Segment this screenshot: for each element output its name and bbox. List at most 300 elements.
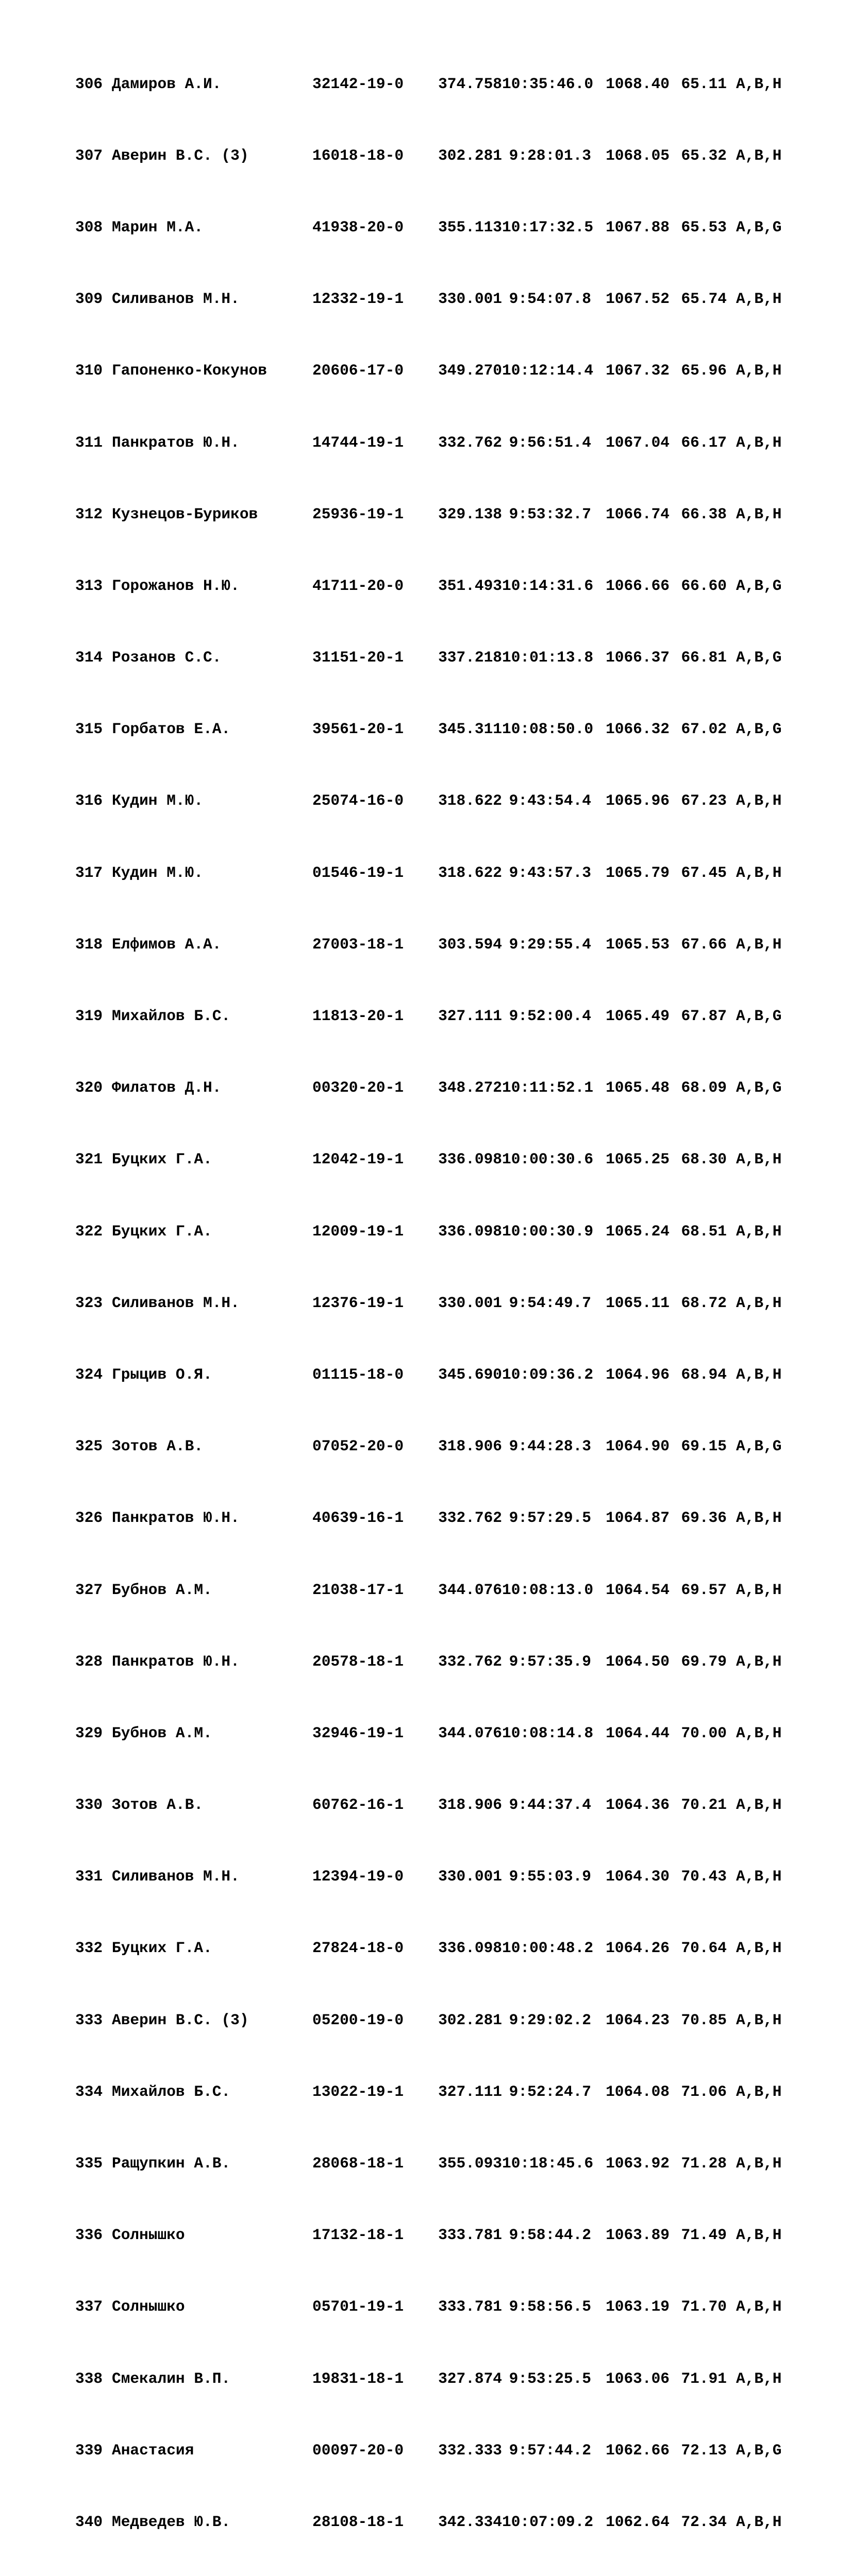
flags-cell: A,B,H (736, 2011, 782, 2029)
coefficient-cell: 69.36 (681, 1509, 727, 1527)
distance-cell: 342.334 (438, 2513, 502, 2531)
speed-cell: 1062.64 (606, 2513, 670, 2531)
distance-cell: 337.218 (438, 649, 502, 667)
table-row (75, 290, 793, 308)
table-row (75, 649, 793, 667)
distance-cell: 332.762 (438, 1652, 502, 1670)
ring-number-cell: 00320-20-1 (312, 1079, 404, 1097)
coefficient-cell: 66.81 (681, 649, 727, 667)
coefficient-cell: 71.06 (681, 2082, 727, 2100)
distance-cell: 327.874 (438, 2369, 502, 2387)
distance-cell: 302.281 (438, 2011, 502, 2029)
ring-number-cell: 01115-18-0 (312, 1365, 404, 1383)
ring-number-cell: 20578-18-1 (312, 1652, 404, 1670)
ring-number-cell: 39561-20-1 (312, 720, 404, 738)
table-row (75, 2083, 793, 2101)
speed-cell: 1065.24 (606, 1222, 670, 1240)
distance-cell: 336.098 (438, 1222, 502, 1240)
flags-cell: A,B,H (736, 1939, 782, 1957)
arrival-time-cell: 9:52:24.7 (509, 2082, 591, 2100)
flags-cell: A,B,H (736, 1509, 782, 1527)
ring-number-cell: 28068-18-1 (312, 2155, 404, 2173)
speed-cell: 1065.79 (606, 863, 670, 882)
table-row (75, 2011, 793, 2029)
fancier-name-cell: Дамиров А.И. (112, 75, 222, 93)
distance-cell: 336.098 (438, 1939, 502, 1957)
ring-number-cell: 25936-19-1 (312, 505, 404, 523)
rank-cell: 330 (75, 1796, 103, 1814)
flags-cell: A,B,H (736, 1294, 782, 1312)
coefficient-cell: 67.66 (681, 935, 727, 953)
coefficient-cell: 69.15 (681, 1437, 727, 1455)
coefficient-cell: 65.32 (681, 146, 727, 164)
flags-cell: A,B,G (736, 1437, 782, 1455)
speed-cell: 1067.32 (606, 362, 670, 380)
flags-cell: A,B,H (736, 2226, 782, 2244)
flags-cell: A,B,H (736, 863, 782, 882)
ring-number-cell: 27824-18-0 (312, 1939, 404, 1957)
distance-cell: 345.690 (438, 1365, 502, 1383)
coefficient-cell: 68.72 (681, 1294, 727, 1312)
rank-cell: 336 (75, 2226, 103, 2244)
rank-cell: 306 (75, 75, 103, 93)
ring-number-cell: 40639-16-1 (312, 1509, 404, 1527)
fancier-name-cell: Аверин В.С. (3) (112, 146, 249, 164)
table-row (75, 1653, 793, 1671)
arrival-time-cell: 10:12:14.4 (502, 362, 594, 380)
ring-number-cell: 60762-16-1 (312, 1796, 404, 1814)
speed-cell: 1064.54 (606, 1581, 670, 1599)
flags-cell: A,B,G (736, 649, 782, 667)
coefficient-cell: 70.85 (681, 2011, 727, 2029)
fancier-name-cell: Грыцив О.Я. (112, 1365, 212, 1383)
distance-cell: 351.493 (438, 577, 502, 595)
table-row (75, 434, 793, 452)
table-row (75, 147, 793, 165)
rank-cell: 322 (75, 1222, 103, 1240)
speed-cell: 1063.92 (606, 2155, 670, 2173)
arrival-time-cell: 10:00:48.2 (502, 1939, 594, 1957)
arrival-time-cell: 9:43:57.3 (509, 863, 591, 882)
flags-cell: A,B,G (736, 577, 782, 595)
coefficient-cell: 67.45 (681, 863, 727, 882)
ring-number-cell: 25074-16-0 (312, 792, 404, 810)
arrival-time-cell: 10:18:45.6 (502, 2155, 594, 2173)
rank-cell: 340 (75, 2513, 103, 2531)
distance-cell: 318.906 (438, 1437, 502, 1455)
speed-cell: 1066.32 (606, 720, 670, 738)
distance-cell: 332.762 (438, 433, 502, 451)
fancier-name-cell: Зотов А.В. (112, 1796, 204, 1814)
coefficient-cell: 71.70 (681, 2298, 727, 2316)
fancier-name-cell: Панкратов Ю.Н. (112, 1509, 240, 1527)
flags-cell: A,B,H (736, 1150, 782, 1168)
table-row (75, 2370, 793, 2388)
ring-number-cell: 41938-20-0 (312, 218, 404, 236)
distance-cell: 344.076 (438, 1581, 502, 1599)
rank-cell: 338 (75, 2369, 103, 2387)
coefficient-cell: 69.57 (681, 1581, 727, 1599)
speed-cell: 1066.66 (606, 577, 670, 595)
arrival-time-cell: 9:44:28.3 (509, 1437, 591, 1455)
coefficient-cell: 71.28 (681, 2155, 727, 2173)
distance-cell: 332.333 (438, 2441, 502, 2459)
rank-cell: 329 (75, 1724, 103, 1742)
arrival-time-cell: 9:43:54.4 (509, 792, 591, 810)
arrival-time-cell: 9:53:32.7 (509, 505, 591, 523)
rank-cell: 309 (75, 290, 103, 308)
speed-cell: 1064.90 (606, 1437, 670, 1455)
coefficient-cell: 72.13 (681, 2441, 727, 2459)
coefficient-cell: 67.23 (681, 792, 727, 810)
flags-cell: A,B,H (736, 362, 782, 380)
flags-cell: A,B,H (736, 1581, 782, 1599)
table-row (75, 362, 793, 380)
distance-cell: 330.001 (438, 1868, 502, 1886)
rank-cell: 326 (75, 1509, 103, 1527)
rank-cell: 318 (75, 935, 103, 953)
flags-cell: A,B,H (736, 505, 782, 523)
coefficient-cell: 72.34 (681, 2513, 727, 2531)
flags-cell: A,B,H (736, 1868, 782, 1886)
ring-number-cell: 05701-19-1 (312, 2298, 404, 2316)
ring-number-cell: 12332-19-1 (312, 290, 404, 308)
ring-number-cell: 32142-19-0 (312, 75, 404, 93)
table-row (75, 1079, 793, 1097)
speed-cell: 1065.96 (606, 792, 670, 810)
coefficient-cell: 69.79 (681, 1652, 727, 1670)
table-row (75, 1724, 793, 1742)
arrival-time-cell: 9:57:29.5 (509, 1509, 591, 1527)
rank-cell: 313 (75, 577, 103, 595)
arrival-time-cell: 10:08:13.0 (502, 1581, 594, 1599)
coefficient-cell: 70.21 (681, 1796, 727, 1814)
rank-cell: 327 (75, 1581, 103, 1599)
rank-cell: 307 (75, 146, 103, 164)
distance-cell: 318.906 (438, 1796, 502, 1814)
table-row (75, 864, 793, 882)
flags-cell: A,B,G (736, 2441, 782, 2459)
rank-cell: 315 (75, 720, 103, 738)
table-row (75, 1868, 793, 1886)
rank-cell: 335 (75, 2155, 103, 2173)
speed-cell: 1067.88 (606, 218, 670, 236)
ring-number-cell: 12042-19-1 (312, 1150, 404, 1168)
speed-cell: 1064.50 (606, 1652, 670, 1670)
fancier-name-cell: Михайлов Б.С. (112, 1007, 231, 1025)
arrival-time-cell: 10:08:50.0 (502, 720, 594, 738)
coefficient-cell: 70.43 (681, 1868, 727, 1886)
rank-cell: 310 (75, 362, 103, 380)
coefficient-cell: 71.49 (681, 2226, 727, 2244)
distance-cell: 330.001 (438, 290, 502, 308)
flags-cell: A,B,H (736, 433, 782, 451)
arrival-time-cell: 9:54:49.7 (509, 1294, 591, 1312)
fancier-name-cell: Силиванов М.Н. (112, 1294, 240, 1312)
ring-number-cell: 12009-19-1 (312, 1222, 404, 1240)
arrival-time-cell: 10:00:30.9 (502, 1222, 594, 1240)
coefficient-cell: 67.87 (681, 1007, 727, 1025)
table-row (75, 2442, 793, 2460)
fancier-name-cell: Филатов Д.Н. (112, 1079, 222, 1097)
speed-cell: 1067.52 (606, 290, 670, 308)
rank-cell: 314 (75, 649, 103, 667)
rank-cell: 319 (75, 1007, 103, 1025)
coefficient-cell: 68.30 (681, 1150, 727, 1168)
flags-cell: A,B,H (736, 935, 782, 953)
table-row (75, 505, 793, 523)
ring-number-cell: 19831-18-1 (312, 2369, 404, 2387)
arrival-time-cell: 10:14:31.6 (502, 577, 594, 595)
distance-cell: 329.138 (438, 505, 502, 523)
distance-cell: 348.272 (438, 1079, 502, 1097)
ring-number-cell: 01546-19-1 (312, 863, 404, 882)
arrival-time-cell: 9:28:01.3 (509, 146, 591, 164)
arrival-time-cell: 10:17:32.5 (502, 218, 594, 236)
distance-cell: 327.111 (438, 1007, 502, 1025)
arrival-time-cell: 9:55:03.9 (509, 1868, 591, 1886)
fancier-name-cell: Смекалин В.П. (112, 2369, 231, 2387)
speed-cell: 1066.74 (606, 505, 670, 523)
flags-cell: A,B,H (736, 1222, 782, 1240)
arrival-time-cell: 10:00:30.6 (502, 1150, 594, 1168)
table-row (75, 1150, 793, 1168)
rank-cell: 323 (75, 1294, 103, 1312)
distance-cell: 336.098 (438, 1150, 502, 1168)
speed-cell: 1065.25 (606, 1150, 670, 1168)
coefficient-cell: 65.53 (681, 218, 727, 236)
ring-number-cell: 20606-17-0 (312, 362, 404, 380)
flags-cell: A,B,G (736, 218, 782, 236)
flags-cell: A,B,G (736, 1079, 782, 1097)
arrival-time-cell: 9:44:37.4 (509, 1796, 591, 1814)
flags-cell: A,B,H (736, 792, 782, 810)
ring-number-cell: 32946-19-1 (312, 1724, 404, 1742)
rank-cell: 308 (75, 218, 103, 236)
fancier-name-cell: Аверин В.С. (3) (112, 2011, 249, 2029)
coefficient-cell: 65.11 (681, 75, 727, 93)
flags-cell: A,B,H (736, 2513, 782, 2531)
rank-cell: 324 (75, 1365, 103, 1383)
arrival-time-cell: 9:58:44.2 (509, 2226, 591, 2244)
speed-cell: 1064.36 (606, 1796, 670, 1814)
ring-number-cell: 21038-17-1 (312, 1581, 404, 1599)
coefficient-cell: 68.09 (681, 1079, 727, 1097)
fancier-name-cell: Розанов С.С. (112, 649, 222, 667)
distance-cell: 355.113 (438, 218, 502, 236)
table-row (75, 577, 793, 595)
fancier-name-cell: Зотов А.В. (112, 1437, 204, 1455)
coefficient-cell: 65.74 (681, 290, 727, 308)
distance-cell: 333.781 (438, 2298, 502, 2316)
distance-cell: 332.762 (438, 1509, 502, 1527)
fancier-name-cell: Гапоненко-Кокунов (112, 362, 267, 380)
table-row (75, 792, 793, 810)
fancier-name-cell: Горбатов Е.А. (112, 720, 231, 738)
coefficient-cell: 71.91 (681, 2369, 727, 2387)
rank-cell: 331 (75, 1868, 103, 1886)
flags-cell: A,B,H (736, 1724, 782, 1742)
fancier-name-cell: Буцких Г.А. (112, 1150, 212, 1168)
fancier-name-cell: Солнышко (112, 2298, 185, 2316)
distance-cell: 327.111 (438, 2082, 502, 2100)
fancier-name-cell: Бубнов А.М. (112, 1581, 212, 1599)
arrival-time-cell: 10:07:09.2 (502, 2513, 594, 2531)
arrival-time-cell: 9:29:55.4 (509, 935, 591, 953)
coefficient-cell: 68.51 (681, 1222, 727, 1240)
flags-cell: A,B,H (736, 2155, 782, 2173)
results-table (75, 39, 793, 2576)
rank-cell: 312 (75, 505, 103, 523)
rank-cell: 332 (75, 1939, 103, 1957)
table-row (75, 1509, 793, 1527)
ring-number-cell: 11813-20-1 (312, 1007, 404, 1025)
fancier-name-cell: Силиванов М.Н. (112, 290, 240, 308)
coefficient-cell: 70.00 (681, 1724, 727, 1742)
flags-cell: A,B,H (736, 1652, 782, 1670)
coefficient-cell: 68.94 (681, 1365, 727, 1383)
speed-cell: 1065.49 (606, 1007, 670, 1025)
rank-cell: 339 (75, 2441, 103, 2459)
arrival-time-cell: 10:01:13.8 (502, 649, 594, 667)
ring-number-cell: 05200-19-0 (312, 2011, 404, 2029)
distance-cell: 318.622 (438, 792, 502, 810)
coefficient-cell: 67.02 (681, 720, 727, 738)
table-row (75, 75, 793, 93)
coefficient-cell: 66.38 (681, 505, 727, 523)
distance-cell: 355.093 (438, 2155, 502, 2173)
arrival-time-cell: 9:29:02.2 (509, 2011, 591, 2029)
arrival-time-cell: 10:08:14.8 (502, 1724, 594, 1742)
flags-cell: A,B,H (736, 1796, 782, 1814)
ring-number-cell: 28108-18-1 (312, 2513, 404, 2531)
rank-cell: 325 (75, 1437, 103, 1455)
distance-cell: 374.758 (438, 75, 502, 93)
speed-cell: 1066.37 (606, 649, 670, 667)
rank-cell: 317 (75, 863, 103, 882)
speed-cell: 1068.40 (606, 75, 670, 93)
table-row (75, 2513, 793, 2531)
arrival-time-cell: 10:11:52.1 (502, 1079, 594, 1097)
rank-cell: 328 (75, 1652, 103, 1670)
ring-number-cell: 12394-19-0 (312, 1868, 404, 1886)
speed-cell: 1062.66 (606, 2441, 670, 2459)
coefficient-cell: 65.96 (681, 362, 727, 380)
flags-cell: A,B,H (736, 146, 782, 164)
rank-cell: 311 (75, 433, 103, 451)
table-row (75, 720, 793, 738)
rank-cell: 333 (75, 2011, 103, 2029)
flags-cell: A,B,H (736, 290, 782, 308)
distance-cell: 330.001 (438, 1294, 502, 1312)
speed-cell: 1064.96 (606, 1365, 670, 1383)
ring-number-cell: 17132-18-1 (312, 2226, 404, 2244)
flags-cell: A,B,H (736, 2298, 782, 2316)
flags-cell: A,B,H (736, 1365, 782, 1383)
arrival-time-cell: 10:35:46.0 (502, 75, 594, 93)
speed-cell: 1063.19 (606, 2298, 670, 2316)
table-row (75, 1366, 793, 1384)
table-row (75, 1223, 793, 1241)
fancier-name-cell: Бубнов А.М. (112, 1724, 212, 1742)
ring-number-cell: 12376-19-1 (312, 1294, 404, 1312)
ring-number-cell: 16018-18-0 (312, 146, 404, 164)
speed-cell: 1064.30 (606, 1868, 670, 1886)
ring-number-cell: 13022-19-1 (312, 2082, 404, 2100)
rank-cell: 316 (75, 792, 103, 810)
fancier-name-cell: Панкратов Ю.Н. (112, 433, 240, 451)
arrival-time-cell: 9:56:51.4 (509, 433, 591, 451)
ring-number-cell: 14744-19-1 (312, 433, 404, 451)
arrival-time-cell: 9:57:35.9 (509, 1652, 591, 1670)
table-row (75, 936, 793, 954)
fancier-name-cell: Панкратов Ю.Н. (112, 1652, 240, 1670)
speed-cell: 1064.87 (606, 1509, 670, 1527)
fancier-name-cell: Кудин М.Ю. (112, 792, 204, 810)
table-row (75, 2298, 793, 2316)
speed-cell: 1065.11 (606, 1294, 670, 1312)
table-row (75, 1007, 793, 1025)
speed-cell: 1063.06 (606, 2369, 670, 2387)
speed-cell: 1064.08 (606, 2082, 670, 2100)
speed-cell: 1063.89 (606, 2226, 670, 2244)
distance-cell: 345.311 (438, 720, 502, 738)
rank-cell: 320 (75, 1079, 103, 1097)
arrival-time-cell: 9:52:00.4 (509, 1007, 591, 1025)
arrival-time-cell: 9:57:44.2 (509, 2441, 591, 2459)
table-row (75, 2226, 793, 2244)
coefficient-cell: 70.64 (681, 1939, 727, 1957)
flags-cell: A,B,G (736, 720, 782, 738)
fancier-name-cell: Ращупкин А.В. (112, 2155, 231, 2173)
distance-cell: 302.281 (438, 146, 502, 164)
table-row (75, 1294, 793, 1312)
arrival-time-cell: 9:58:56.5 (509, 2298, 591, 2316)
table-row (75, 1796, 793, 1814)
ring-number-cell: 31151-20-1 (312, 649, 404, 667)
table-row (75, 1939, 793, 1957)
fancier-name-cell: Марин М.А. (112, 218, 204, 236)
fancier-name-cell: Солнышко (112, 2226, 185, 2244)
arrival-time-cell: 9:54:07.8 (509, 290, 591, 308)
table-row (75, 1581, 793, 1599)
fancier-name-cell: Медведев Ю.В. (112, 2513, 231, 2531)
fancier-name-cell: Елфимов А.А. (112, 935, 222, 953)
flags-cell: A,B,H (736, 2369, 782, 2387)
ring-number-cell: 41711-20-0 (312, 577, 404, 595)
speed-cell: 1065.53 (606, 935, 670, 953)
fancier-name-cell: Силиванов М.Н. (112, 1868, 240, 1886)
fancier-name-cell: Кузнецов-Буриков (112, 505, 258, 523)
ring-number-cell: 27003-18-1 (312, 935, 404, 953)
flags-cell: A,B,H (736, 2082, 782, 2100)
distance-cell: 318.622 (438, 863, 502, 882)
flags-cell: A,B,H (736, 75, 782, 93)
distance-cell: 333.781 (438, 2226, 502, 2244)
table-row (75, 1437, 793, 1455)
distance-cell: 349.270 (438, 362, 502, 380)
fancier-name-cell: Анастасия (112, 2441, 194, 2459)
distance-cell: 344.076 (438, 1724, 502, 1742)
rank-cell: 334 (75, 2082, 103, 2100)
speed-cell: 1067.04 (606, 433, 670, 451)
distance-cell: 303.594 (438, 935, 502, 953)
flags-cell: A,B,G (736, 1007, 782, 1025)
rank-cell: 321 (75, 1150, 103, 1168)
fancier-name-cell: Буцких Г.А. (112, 1939, 212, 1957)
fancier-name-cell: Михайлов Б.С. (112, 2082, 231, 2100)
speed-cell: 1064.26 (606, 1939, 670, 1957)
